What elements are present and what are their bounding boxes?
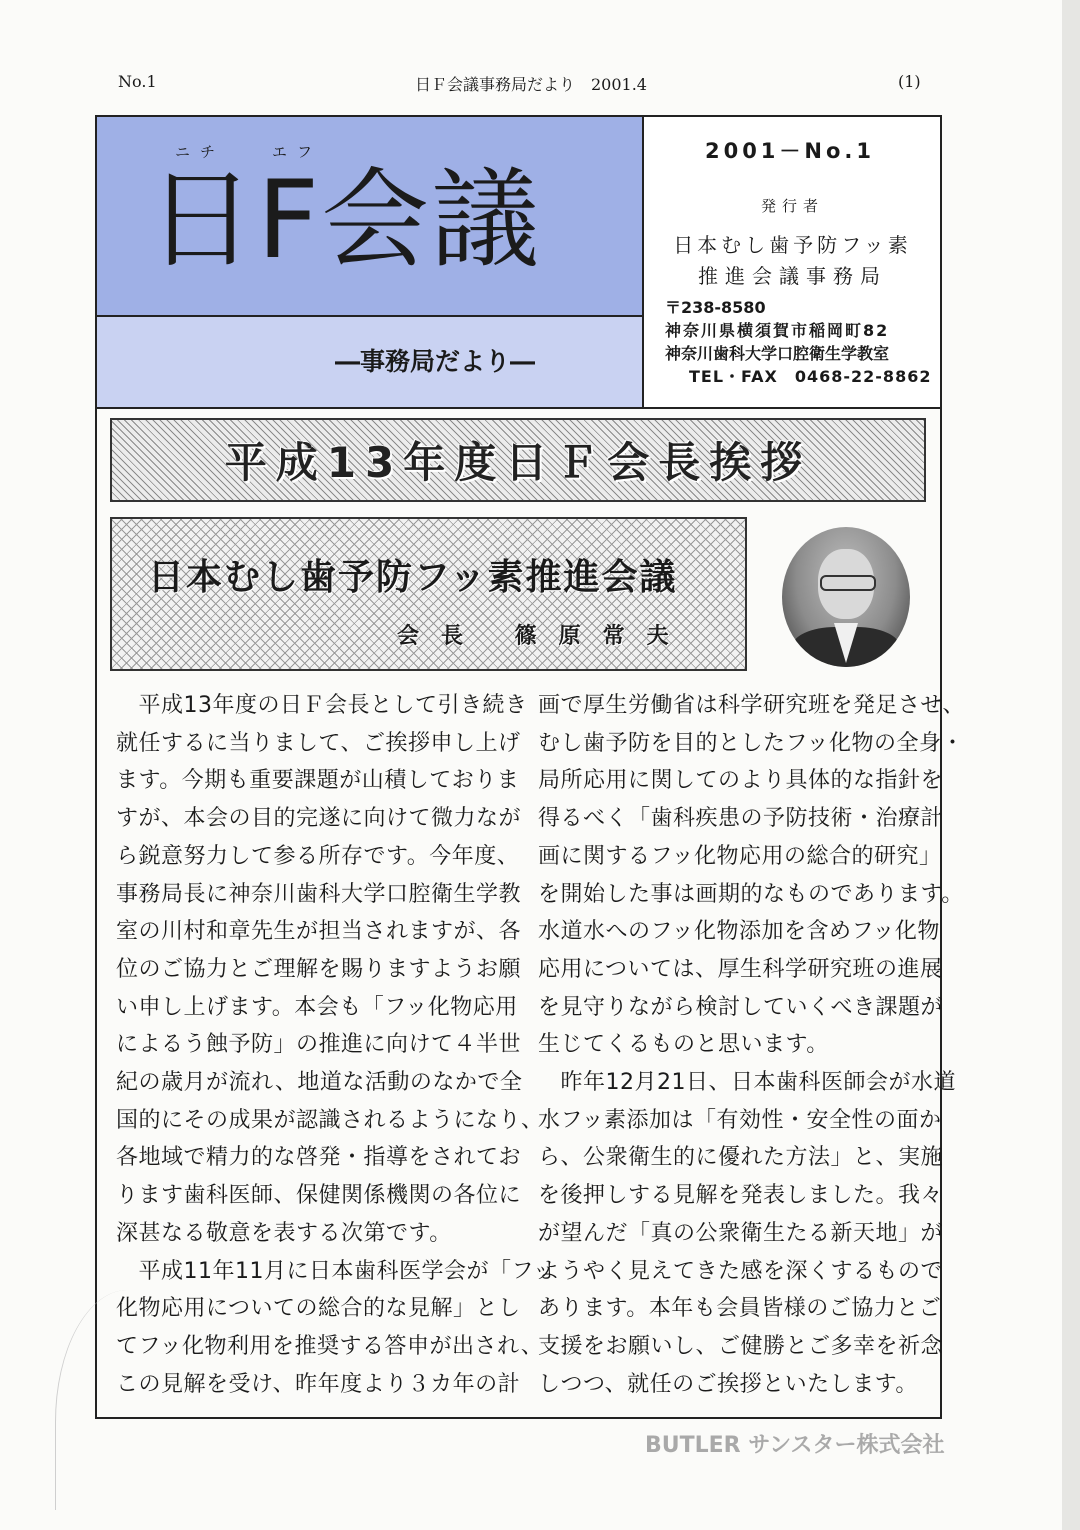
article-line: 室の川村和章先生が担当されますが、各 <box>116 919 522 945</box>
article-line: 応用については、厚生科学研究班の進展 <box>538 956 943 982</box>
article-line: むし歯予防を目的としたフッ化物の全身・ <box>538 730 964 756</box>
article-line: ようやく見えてきた感を深くするもので <box>538 1258 944 1284</box>
publisher-name-line2: 推進会議事務局 <box>698 264 887 288</box>
newsletter-title: 日F会議 <box>147 158 542 283</box>
address-institution: 神奈川歯科大学口腔衛生学教室 <box>665 344 890 363</box>
article-line: 深甚なる敬意を表する次第です。 <box>116 1220 452 1246</box>
subtitle-block <box>97 317 644 407</box>
article-line: 化物応用についての総合的な見解」とし <box>116 1296 521 1322</box>
article-line: しつつ、就任のご挨拶といたします。 <box>538 1371 918 1397</box>
address-line: 神奈川県横須賀市稲岡町82 <box>665 321 890 340</box>
article-line: 国的にその成果が認識されるようになり、 <box>116 1107 544 1133</box>
article-line: ります歯科医師、保健関係機関の各位に <box>116 1183 522 1209</box>
article-line: 位のご協力とご理解を賜りますようお願 <box>116 956 522 982</box>
article-line: すが、本会の目的完遂に向けて微力なが <box>116 806 522 832</box>
article-line: この見解を受け、昨年度より３カ年の計 <box>116 1371 521 1397</box>
ruby-nichi: ニチ <box>175 143 226 161</box>
article-line: い申し上げます。本会も「フッ化物応用 <box>116 994 518 1020</box>
article-line: 生じてくるものと思います。 <box>538 1032 829 1058</box>
ruby-efu: エフ <box>272 143 323 161</box>
article-line: によるう蝕予防」の推進に向けて４半世 <box>116 1032 522 1058</box>
article-line: あります。本年も会員皆様のご協力とご <box>538 1296 942 1322</box>
publisher-label: 発行者 <box>760 197 824 215</box>
bleed-through-brand: BUTLER サンスター株式会社 <box>645 1433 945 1458</box>
masthead <box>95 115 942 409</box>
title-block <box>97 117 644 317</box>
article-line: 局所応用に関してのより具体的な指針を <box>538 768 944 794</box>
headline-banner <box>110 418 926 502</box>
running-title: 日Ｆ会議事務局だより 2001.4 <box>415 75 647 94</box>
page-number: (1) <box>898 72 921 91</box>
article-line: が望んだ「真の公衆衛生たる新天地」が <box>538 1220 944 1246</box>
article-line: 得るべく「歯科疾患の予防技術・治療計 <box>538 806 944 832</box>
article-line: 画で厚生労働省は科学研究班を発足させ、 <box>538 693 965 718</box>
article-line: ら、公衆衛生的に優れた方法」と、実施 <box>538 1145 944 1171</box>
article-line: 平成13年度の日Ｆ会長として引き続き <box>116 693 528 718</box>
article-line: 事務局長に神奈川歯科大学口腔衛生学教 <box>116 881 522 907</box>
article-line: 画に関するフッ化物応用の総合的研究」 <box>538 843 942 869</box>
headline-title: 平成13年度日Ｆ会長挨拶 <box>224 438 812 487</box>
article-line: を開始した事は画期的なものであります。 <box>538 881 964 907</box>
contact-tel-fax: TEL・FAX 0468-22-8862 <box>689 367 932 386</box>
article-line: ます。今期も重要課題が山積しておりま <box>116 768 520 794</box>
article-line: 各地域で精力的な啓発・指導をされてお <box>116 1145 522 1171</box>
article-line: 水フッ素添加は「有効性・安全性の面か <box>538 1107 942 1133</box>
issue-number: No.1 <box>118 72 157 91</box>
article-line: てフッ化物利用を推奨する答申が出され、 <box>116 1333 544 1359</box>
postal-code: 〒238-8580 <box>665 298 766 317</box>
article-line: 紀の歳月が流れ、地道な活動のなかで全 <box>116 1070 523 1096</box>
president-name: 会長 篠原常夫 <box>397 624 691 649</box>
article-line: 支援をお願いし、ご健勝とご多幸を祈念 <box>538 1333 944 1359</box>
organization-name: 日本むし歯予防フッ素推進会議 <box>148 557 678 598</box>
scan-edge <box>1062 0 1080 1530</box>
article-line: 平成11年11月に日本歯科医学会が「フッ <box>116 1258 555 1284</box>
newsletter-subtitle: ―事務局だより― <box>335 347 536 376</box>
article-line: 昨年12月21日、日本歯科医師会が水道 <box>538 1070 956 1096</box>
article-line: を後押しする見解を発表しました。我々 <box>538 1183 944 1209</box>
article-line: 就任するに当りまして、ご挨拶申し上げ <box>116 730 521 756</box>
page-curl <box>55 1290 176 1510</box>
publisher-name-line1: 日本むし歯予防フッ素 <box>673 233 912 257</box>
president-photo <box>782 527 910 667</box>
author-box <box>110 517 747 671</box>
issue-label: 2001－No.1 <box>704 139 876 163</box>
article-line: を見守りながら検討していくべき課題が <box>538 994 944 1020</box>
article-column-right <box>538 687 965 1403</box>
article-line: ら鋭意努力して参る所存です。今年度、 <box>116 843 520 869</box>
article-line: 水道水へのフッ化物添加を含めフッ化物 <box>538 919 940 945</box>
